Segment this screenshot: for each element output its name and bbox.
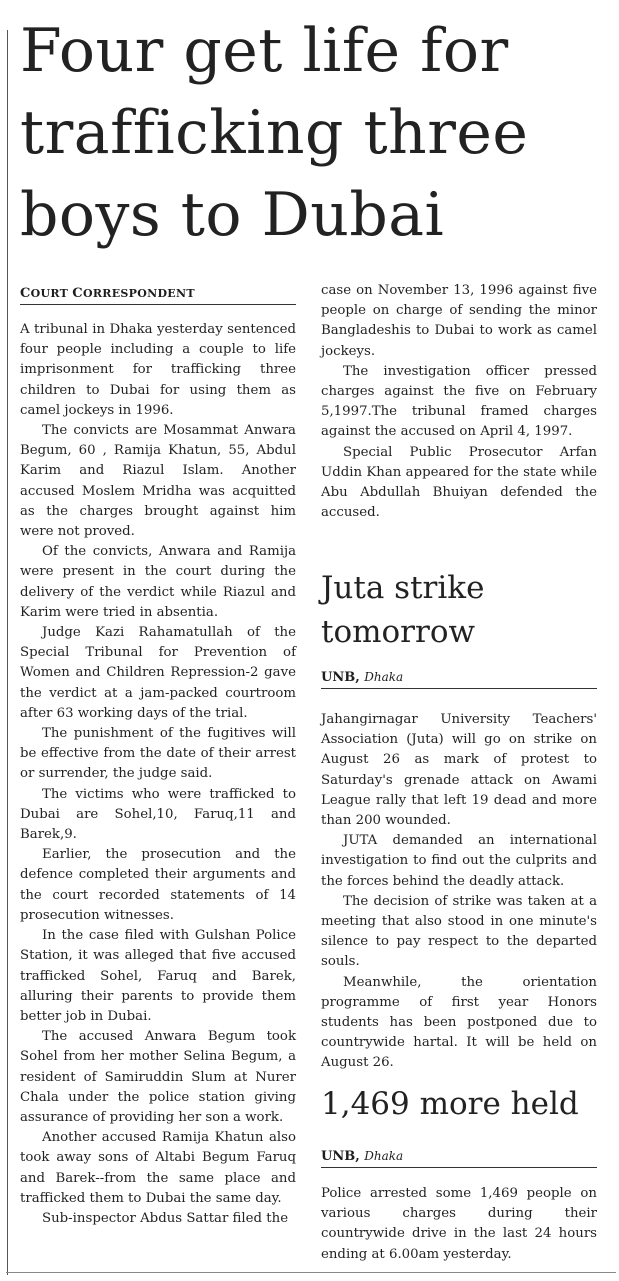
column-rule-left	[7, 30, 8, 1275]
held-place: Dhaka	[364, 1149, 404, 1163]
article-paragraph: The accused Anwara Begum took Sohel from her mother Selina Begum, a resident of Samiruddin Slum at Nurer Chala under the police station giving assurance of providing her son a work.	[20, 1029, 296, 1125]
held-body	[321, 1184, 597, 1265]
article-paragraph: Special Public Prosecutor Arfan Uddin Khan appeared for the state while Abu Abdullah Bhuiyan defended the accused.	[321, 444, 597, 521]
juta-paragraph: The decision of strike was taken at a meeting that also stood in one minute's silence to pay respect to the departed souls.	[321, 893, 597, 970]
juta-byline	[321, 670, 597, 689]
juta-paragraph: Meanwhile, the orientation programme of first year Honors students has been postponed due to countrywide hartal. It will be held on August 26.	[321, 974, 597, 1071]
held-byline	[321, 1149, 597, 1168]
juta-agency: UNB,	[321, 670, 360, 685]
article-paragraph: Judge Kazi Rahamatullah of the Special Tribunal for Prevention of Women and Children Repression-2 gave the verdict at a jam-packed courtroom after 63 working days of the trial.	[20, 625, 296, 721]
juta-body	[321, 710, 597, 1074]
article-column-2	[321, 281, 597, 523]
article-paragraph: A tribunal in Dhaka yesterday sentenced four people including a couple to life imprisonment for trafficking three children to Dubai for using them as camel jockeys in 1996.	[20, 322, 296, 418]
article-paragraph: The punishment of the fugitives will be effective from the date of their arrest or surrender, the judge said.	[20, 726, 296, 782]
article-paragraph: Sub-inspector Abdus Sattar filed the	[42, 1210, 289, 1226]
byline-initial-1: C	[20, 286, 31, 301]
article-paragraph: The investigation officer pressed charges against the five on February 5,1997.The tribunal framed charges against the accused on April 4, 1997.	[321, 363, 597, 440]
byline-smallcaps-1: OURT	[30, 287, 73, 300]
juta-place: Dhaka	[364, 670, 404, 684]
article-paragraph: In the case filed with Gulshan Police Station, it was alleged that five accused trafficked Sohel, Faruq and Barek, alluring their parents to provide them better job in Dubai.	[20, 928, 296, 1024]
held-paragraph: Police arrested some 1,469 people on various charges during their countrywide drive in the last 24 hours ending at 6.00am yesterday.	[321, 1186, 597, 1262]
article-paragraph: Earlier, the prosecution and the defence completed their arguments and the court recorded statements of 14 prosecution witnesses.	[20, 847, 296, 923]
juta-paragraph: JUTA demanded an international investigation to find out the culprits and the forces behind the deadly attack.	[321, 833, 597, 889]
article-column-1	[20, 320, 296, 1229]
article-headline: Four get life for trafficking three boys to Dubai	[20, 16, 529, 250]
article-byline	[20, 286, 296, 305]
held-headline: 1,469 more held	[321, 1086, 579, 1122]
byline-initial-2: C	[72, 286, 83, 301]
juta-paragraph: Jahangirnagar University Teachers' Association (Juta) will go on strike on August 26 as mark of protest to Saturday's grenade attack on Awami League rally that left 19 dead and more than 200 wounded.	[321, 712, 597, 829]
held-agency: UNB,	[321, 1149, 360, 1164]
page-rule-bottom	[6, 1272, 616, 1273]
article-paragraph: case on November 13, 1996 against five people on charge of sending the minor Bangladeshis to Dubai to work as camel jockeys.	[321, 283, 597, 359]
article-paragraph: Another accused Ramija Khatun also took away sons of Altabi Begum Faruq and Barek--from the same place and trafficked them to Dubai the same day.	[20, 1130, 296, 1206]
juta-headline: Juta strike tomorrow	[321, 570, 485, 650]
article-paragraph: The convicts are Mosammat Anwara Begum, 60 , Ramija Khatun, 55, Abdul Karim and Riazul Islam. Another accused Moslem Mridha was acquitted as the charges brought against him were not proved.	[20, 423, 296, 540]
byline-smallcaps-2: ORRESPONDENT	[82, 287, 195, 300]
article-paragraph: Of the convicts, Anwara and Ramija were present in the court during the delivery of the verdict while Riazul and Karim were tried in absentia.	[20, 544, 296, 620]
article-paragraph: The victims who were trafficked to Dubai are Sohel,10, Faruq,11 and Barek,9.	[20, 786, 296, 843]
